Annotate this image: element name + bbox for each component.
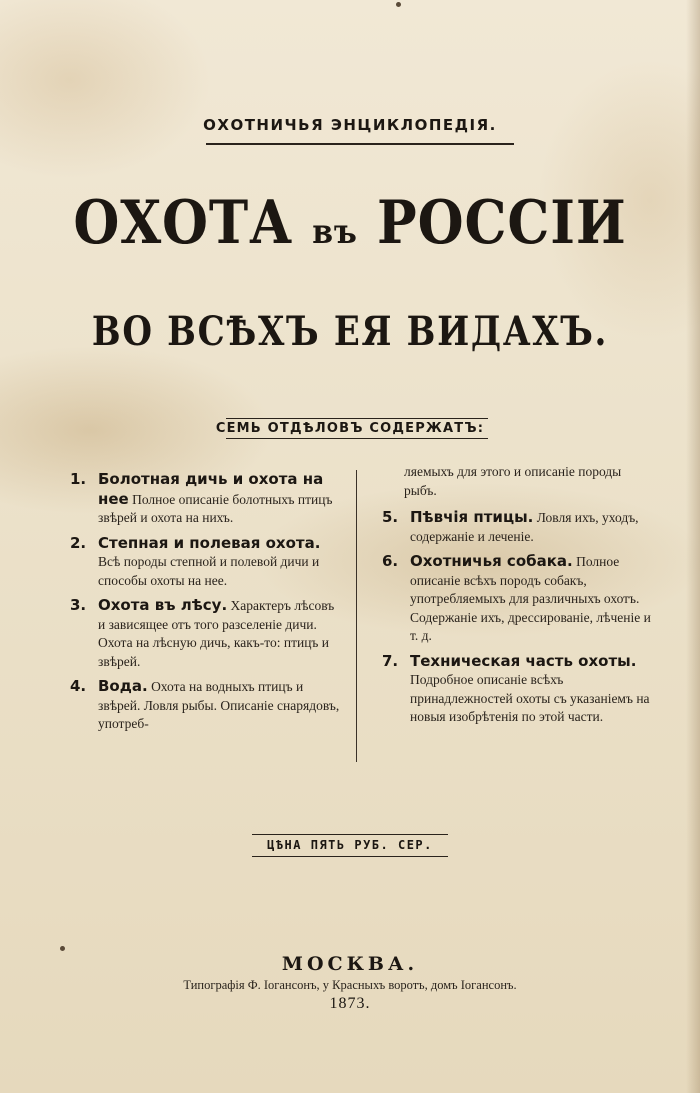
section-heading: Степная и полевая охота.: [98, 533, 321, 552]
series-underline: [206, 143, 514, 145]
section-heading: Пѣвчія птицы.: [410, 508, 534, 526]
section-number: 5.: [382, 508, 399, 526]
section-item: [70, 596, 340, 671]
section-heading: Охотничья собака.: [410, 552, 573, 570]
title-word-russia: РОССІИ: [377, 188, 627, 258]
series-title: ОХОТНИЧЬЯ ЭНЦИКЛОПЕДІЯ.: [203, 116, 497, 134]
title-connector: въ: [312, 212, 358, 252]
main-title: [42, 188, 658, 258]
contents-heading: СЕМЬ ОТДѢЛОВЪ СОДЕРЖАТЪ:: [215, 421, 485, 436]
imprint-year: 1873.: [329, 995, 371, 1012]
price-line: ЦѢНА ПЯТЬ РУБ. СЕР.: [267, 838, 433, 852]
section-number: 3.: [70, 596, 87, 614]
title-word-hunting: ОХОТА: [73, 188, 293, 258]
section-heading: Охота въ лѣсу.: [98, 596, 228, 614]
section-item: [70, 677, 340, 734]
section-item: [382, 508, 654, 546]
section-description: Полное описаніе болотныхъ птицъ звѣрей и охота на нихъ.: [98, 491, 333, 525]
imprint-printer: Типографія Ф. Іогансонъ, у Красныхъ воротъ, домъ Іогансонъ.: [183, 978, 517, 992]
ink-spot: [60, 946, 65, 951]
section-description: Ловля ихъ, уходъ, содержаніе и леченіе.: [410, 510, 639, 544]
section-item: [382, 552, 654, 646]
section-item: [70, 534, 340, 591]
column-divider: [356, 470, 357, 762]
section-item: [70, 470, 340, 528]
section-number: 1.: [70, 470, 87, 488]
section-description: Охота на водныхъ птицъ и звѣрей. Ловля рыбы. Описаніе снарядовъ, употреб-: [98, 679, 340, 731]
section-description: Всѣ породы степной и полевой дичи и способы охоты на нее.: [98, 554, 320, 588]
contents-rule-top: [226, 418, 488, 419]
section-continuation: ляемыхъ для этого и описаніе породы рыбъ.: [404, 464, 622, 498]
section-item: [382, 652, 654, 727]
section-heading: Техническая часть охоты.: [410, 651, 637, 670]
imprint-city: МОСКВА.: [281, 953, 419, 975]
price-rule-top: [252, 834, 448, 835]
subtitle: ВО ВСѢХЪ ЕЯ ВИДАХЪ.: [91, 308, 609, 355]
page-edge-shadow: [686, 0, 700, 1093]
section-heading: Болотная дичь и охота на нее: [98, 470, 324, 508]
ink-spot: [396, 2, 401, 7]
section-number: 2.: [70, 533, 87, 552]
section-number: 7.: [382, 651, 399, 670]
contents-right-column: [382, 463, 654, 733]
section-number: 4.: [70, 677, 87, 695]
contents-rule-bottom: [226, 438, 488, 439]
contents-left-column: [70, 470, 340, 740]
section-description: Характеръ лѣсовъ и зависящее отъ того разселеніе дичи. Охота на лѣсную дичь, какъ-то: птицъ и звѣрей.: [98, 598, 335, 669]
section-description: Полное описаніе всѣхъ породъ собакъ, употребляемыхъ для различныхъ охотъ. Содержаніе ихъ, дрессированіе, лѣченіе и т. д.: [410, 554, 651, 643]
section-number: 6.: [382, 552, 399, 570]
section-description: Подробное описаніе всѣхъ принадлежностей охоты съ указаніемъ на новыя изобрѣтенія по этой части.: [410, 672, 650, 724]
section-heading: Вода.: [98, 677, 148, 695]
price-rule-bottom: [252, 856, 448, 857]
